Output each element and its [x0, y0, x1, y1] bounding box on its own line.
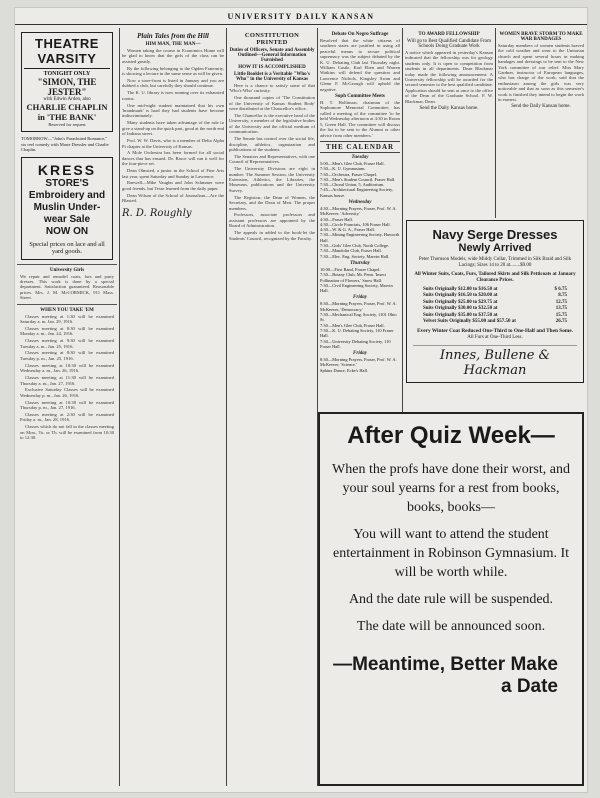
quiz-title: After Quiz Week— [347, 422, 555, 449]
paragraph: Women taking the course in Economics Home will be glad to know that the girls of the class can be assisted greatly. [122, 48, 224, 64]
theatre-show: "SIMON, THE JESTER" [37, 77, 97, 97]
navy-desc: Peter Thomson Models, wide Middy Collar, Trimmed in Silk Braid and Silk Lacings; Sizes 14 to 20 at........$9.00 [418, 257, 572, 268]
navy-title2: Newly Arrived [458, 242, 532, 254]
exam-item: Classes which do not fall in the classes meeting on Mon., Tu. or Th. will be examined from 10:30 to 12:30. [20, 424, 114, 441]
calendar-item: 10:00—First Band, Fraser Chapel. [320, 266, 381, 272]
constitution-heading: CONSTITUTION PRINTED [244, 32, 300, 46]
soph-heading: Soph Committee Meets [335, 94, 385, 100]
theatre-tonight: TONIGHT ONLY [43, 71, 91, 77]
column-2 [122, 30, 224, 786]
calendar-item: 8:30—Morning Prayers, Fraser, Prof. W. A. McKeever, 'Democracy.' [320, 301, 397, 312]
calendar-item: Sphinx Dance, Ecke's Hall. [320, 367, 368, 373]
plain-tales-signature: R. D. Roughly [122, 207, 192, 219]
masthead-title: UNIVERSITY DAILY KANSAN [227, 12, 375, 21]
calendar-item: 5:00—Men's Glee Club, Fraser Hall. [320, 160, 385, 166]
quiz-p4: The date will be announced soon. [356, 619, 546, 634]
calendar-item: 7:30—Civil Engineering Society, Marvin Hall. [320, 282, 393, 294]
navy-furs: All Furs at One-Third Less. [467, 334, 523, 340]
plain-tales-body [122, 48, 224, 204]
price-row: Suits Originally $30.00 to $32.50 at 13.75 [423, 306, 567, 312]
calendar-item: 7:30—Elec. Eng. Society, Marvin Hall. [320, 253, 390, 259]
price-row: Suits Originally $12.00 to $16.50 at $ 6.75 [423, 287, 567, 292]
women-heading: WOMEN BRAVE STORM TO MAKE WAR BANDAGES [499, 32, 583, 42]
constitution-booklet: Little Booklet is a Veritable "Who's Who" in the University of Kansas [234, 72, 310, 82]
exam-item: Classes meeting at 2:30 will be examined Friday a. m., Jan. 28, 1916. [20, 412, 114, 423]
price-list [423, 287, 567, 325]
calendar-item: 4:30—Morning Prayers, Fraser, Prof. W. A. McKeever, 'Adversity.' [320, 205, 397, 217]
kress-name: KRESS [37, 161, 97, 178]
paragraph: Now a store-front is listed in January and you are dubbed a club, but carefully they should continue. [122, 78, 224, 89]
kress-store: STORE'S [45, 177, 89, 189]
exam-item: Classes meeting at 8:30 will be examined Tuesday p. m., Jan. 25, 1916. [20, 350, 114, 361]
price-row: Suits Originally $25.00 to $29.75 at 12.75 [423, 299, 567, 305]
paragraph: One mid-night student maintained that his own 'brandmark' is hard they had students have become indiscriminately. [122, 102, 224, 119]
exam-item: Classes meeting at 10:30 will be examined Wednesday a. m., Jan. 26, 1916. [20, 362, 114, 374]
theatre-note: Reserved for request [48, 122, 86, 127]
exam-item: Classes meeting at 9:30 will be examined Tuesday a. m., Jan. 25, 1916. [20, 338, 114, 349]
plain-tales-subhead: HIM MAN, THE MAN— [145, 42, 201, 47]
theatre-tomorrow: TOMORROW—"John's Parachuted Romance," six reel comedy with Marie Dressler and Charlie Chaplin. [21, 136, 109, 152]
kress-line1: Embroidery and [28, 189, 106, 201]
newspaper-page [15, 8, 587, 792]
kress-line3: wear Sale [43, 213, 91, 225]
award-heading: TO AWARD FELLOWSHIP [418, 32, 480, 37]
navy-serge-ad-wrap [406, 220, 584, 440]
calendar-item: 7:30—University Debating Society, 110 Fraser Hall. [320, 338, 391, 349]
theatre-feature: CHARLIE CHAPLIN in 'THE BANK' [26, 102, 108, 122]
debate-heading: Debate On Negro Suffrage [331, 32, 389, 37]
calendar-item: 7:30—Men's Student Council, Fraser Hall. [320, 176, 396, 182]
column-3 [229, 30, 315, 786]
column-1 [17, 30, 117, 786]
price-row: Velvet Suits Originally $55.00 and $57.50 at 26.75 [423, 319, 567, 325]
debate-body: Resolved that the white citizens of southern states are justified in using all peaceful means to secure political supremacy was the subject debated by the K. U. Debating Club last Thursday night. William Castle, Karl Eben and Warren Watkins will defend the question and Lawrence Nichols, Kingsley Swan and Glenn F. McGeough will uphold the negative. [320, 38, 400, 92]
kress-line2: Muslin Under- [33, 201, 101, 213]
paragraph: By the following belonging to the Ogden Fraternity, is showing a lecture in the same sense as will be given. [122, 65, 224, 77]
constitution-how: HOW IT IS ACCOMPLISHED [238, 65, 306, 70]
quiz-p3: And the date rule will be suspended. [348, 592, 554, 607]
calendar-item: 4:30—Fraser Hall. [320, 216, 353, 222]
navy-sale: All Winter Suits, Coats, Furs, Tailored Skirts and Silk Petticoats at January Clearance Prices. [414, 272, 576, 283]
paragraph: The Senators and Representatives, with one Council of Representatives. [229, 153, 315, 165]
paragraph: Dean Wilson of the School of Journalism—Are the Blasted. [122, 192, 224, 204]
calendar-day: Thursday [350, 260, 370, 266]
women-body: Saturday members of women students braved the cold weather and went to the Unitarian church and spent several hours in making bandages and dressings to be sent to the New York committee of war relief. Miss Mary Gardner, instructor of European languages, who has charge of the work, said that the enthusiasm among the girls was very noticeable and that as soon as this semester's work is finished they intend to begin the work in earnest. [498, 43, 584, 103]
award-body: A notice which appeared in yesterday's Kansan indicated that the fellowship was for geology students only. It is open to competition from students in all departments. Dean Blackmar today made the following announcement: A University fellowship will be awarded for the second semester to the best qualified candidate. Application should be sent at once to the office of the Dean of the Graduate School. F. W. Blackmar, Dean. [405, 50, 493, 104]
paragraph: The Registrar, the Dean of Women, the Secretary, and the Dean of Men. The proper members. [229, 194, 315, 211]
soph-body: H. T. Hollinson, chairman of the Sophomore Memorial Committee, has called a meeting of the committee 'to be held Wednesday afternoon at 4:30 in Room 5, Green Hall. The committee will discuss the list to be sent to the Alumni or other advice from other members.' [320, 100, 400, 138]
paragraph: Here is a chance to satisfy some of that 'Who's-Who' curiosity. [229, 83, 315, 94]
calendar-day: Wednesday [348, 199, 372, 205]
quiz-tagline: —Meantime, Better Make a Date [333, 654, 558, 697]
calendar-item: 7:30—Mandolin Club, Fraser Hall. [320, 248, 382, 254]
column-6-top [498, 30, 584, 218]
quiz-p2: You will want to attend the student entertainment in Robinson Gymnasium. It will be worth while. [332, 527, 570, 580]
theatre-cast: with Edwin Arden, also [43, 97, 91, 102]
paragraph: The Chancellor is the executive head of the University, a member of the legislative bodies of the University and the official medium of communication. [229, 113, 315, 135]
paragraph: Raewell—Mike Vaughn and John Schmmer were good friends, but Tesse learned from the daily paper. [122, 180, 224, 191]
calendar-item: 4:30—Circle Franciais, 106 Fraser Hall. [320, 221, 391, 227]
university-girls-body: We repair and remodel coats, furs and party dresses. This work is done by a special department. Satisfaction guaranteed. Reasonable prices. Mrs. J. M. McCORMICK, 911 Mass. Street. [20, 273, 114, 301]
when-you-take-heading: WHEN YOU TAKE 'EM [40, 307, 94, 313]
paragraph: Professors, associate professors and assistant professors are appointed by the Board of Administration. [229, 212, 315, 229]
exam-item: Exclusive Saturday Classes will be examined Wednesday p. m., Jan. 26, 1916. [20, 387, 114, 398]
calendar-list [320, 155, 400, 373]
paragraph: The K. U. library is now running over its exhausted rooms. [122, 90, 224, 101]
calendar-item: 7:30—Girls' Glee Club, North College. [320, 243, 390, 249]
column-5-top [405, 30, 493, 218]
paragraph: The Senate has control over the social life, discipline, athletics, organization and publications of the students. [229, 136, 315, 152]
exam-item: Classes meeting at 10:30 will be examined Thursday p. m., Jan. 27, 1916. [20, 399, 114, 411]
calendar-item: 4:30—W. & G. A., Fraser Hall. [320, 227, 375, 233]
exam-item: Classes meeting at 8:30 will be examined Monday a. m., Jan. 24, 1916. [20, 325, 114, 337]
constitution-subhead: Duties of Officers, Senate and Assembly Outlined—General Information Furnished [229, 48, 315, 63]
kress-ad [21, 157, 113, 260]
calendar-item: 7:30—Mining Engineering Society, Haworth Hall. [320, 232, 400, 243]
calendar-item: 7:45—Architectural Engineering Society, Kansas house. [320, 187, 393, 198]
theatre-varsity-ad [21, 32, 113, 132]
calendar-item: 7:30—K. U. Gymnasium. [320, 166, 366, 172]
paragraph: Prof. W. W. Davis, who is a member of Delta Alpha Pi chapter at the University of Kansas. [122, 138, 224, 149]
exam-item: Classes meeting at 11:30 will be examined Thursday a. m., Jan. 27, 1916. [20, 375, 114, 386]
price-row: Suits Originally $16.50 to $20.00 at 8.75 [423, 293, 567, 299]
quiz-p1: When the profs have done their worst, and your soul yearns for a rest from books, books, books— [332, 462, 570, 515]
when-you-take-body [17, 314, 117, 441]
calendar-item: 7:30—Orchestra, Fraser Chapel. [320, 171, 378, 177]
kress-line5: Special prices on lace and all yard goods. [29, 240, 105, 255]
navy-signature: Innes, Bullene & Hackman [413, 345, 577, 378]
plain-tales-heading: Plain Tales from the Hill [137, 32, 209, 40]
university-girls-heading: University Girls [49, 267, 85, 273]
navy-title1: Navy Serge Dresses [432, 227, 558, 242]
paragraph: A Mole Orchestra has been formed for all social dances that has ensued. Dr. Bruce will run it well for the four-piece set. [122, 150, 224, 167]
calendar-title: THE CALENDAR [320, 141, 400, 153]
paragraph: The University Divisions are eight in number: The Summer Session, the University Extension, Athletics, the Libraries, the Museums, publications and the University Survey. [229, 166, 315, 193]
calendar-item: 7:30—Choral Union, 5, Auditorium. [320, 182, 385, 188]
theatre-name: THEATRE VARSITY [24, 36, 110, 69]
kress-line4: NOW ON [45, 225, 89, 237]
calendar-day: Friday [353, 295, 367, 301]
calendar-item: 7:30—Men's Glee Club, Fraser Hall. [320, 322, 385, 328]
constitution-body [229, 83, 315, 241]
women-kansan: Send the Daily Kansan home. [511, 104, 571, 110]
paragraph: Many students have taken advantage of the rule to give a stand-up on the quick past, good at the north end of Indiana street. [122, 120, 224, 137]
paragraph: The appeals in added to the book-let the Students' Council, recognized by the Faculty. [229, 230, 315, 241]
calendar-day: Friday [353, 351, 367, 357]
calendar-day: Tuesday [351, 154, 369, 160]
paragraph: Dean Olmsted, a junior in the School of Fine Arts last year, spent Saturday and Sunday in Lawrence. [122, 168, 224, 179]
after-quiz-week-ad [318, 412, 584, 786]
navy-coats: Every Winter Coat Reduced One-Third to One-Half and Then Some. [417, 328, 573, 335]
navy-serge-ad [406, 220, 584, 383]
award-subhead: Will go to Best Qualified Candidate From Schools Doing Graduate Work [407, 39, 491, 49]
award-kansan: Send the Daily Kansas home. [419, 106, 479, 112]
calendar-item: 8:30—Morning Prayers, Fraser, Prof. W. A. McKeever, 'Science.' [320, 357, 397, 368]
calendar-item: 7:30—K. U. Debating Society, 110 Fraser Hall. [320, 327, 394, 339]
calendar-item: 7:30—Mechanical Eng. Society, 1101 Ohio St. [320, 312, 397, 323]
paragraph: One thousand copies of 'The Constitution of the University of Kansas Student Body' were distributed at the Chancellor's office. [229, 95, 315, 112]
exam-item: Classes meeting at 1:30 will be examined Saturday a. m. Jan. 29, 1916. [20, 313, 114, 324]
calendar-item: 7:30—Botany Club, Mr. Penn. 'Insect Pollination of Flowers,' Snow Hall. [320, 272, 387, 283]
masthead [15, 10, 587, 25]
price-row: Suits Originally $35.00 to $37.50 at 15.75 [423, 312, 567, 318]
